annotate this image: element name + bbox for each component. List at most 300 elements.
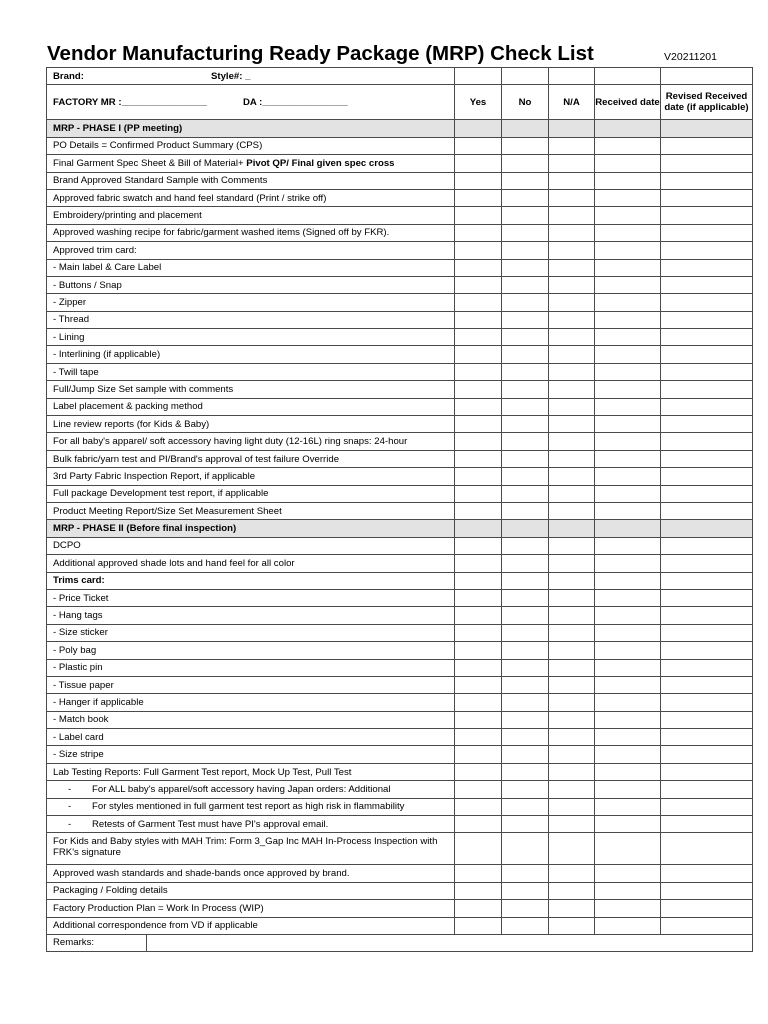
item-label: Approved trim card: [47,242,455,259]
received-date-field[interactable] [595,917,661,934]
check-yes[interactable] [455,450,502,467]
revised-date-field[interactable] [661,624,753,641]
check-yes[interactable] [455,155,502,172]
check-no[interactable] [502,398,549,415]
received-date-field[interactable] [595,189,661,206]
trim-row [47,276,753,293]
received-date-field[interactable] [595,502,661,519]
revised-date-field[interactable] [661,607,753,624]
revised-date-field[interactable] [661,433,753,450]
item-label: - Interlining (if applicable) [47,346,455,363]
trim-row [47,329,753,346]
received-date-field[interactable] [595,416,661,433]
check-yes[interactable] [455,659,502,676]
revised-date-field[interactable] [661,363,753,380]
revised-date-field[interactable] [661,450,753,467]
check-no[interactable] [502,346,549,363]
da-label: DA :________________ [243,96,348,108]
revised-date-field[interactable] [661,882,753,899]
check-yes[interactable] [455,329,502,346]
check-na[interactable] [549,259,595,276]
check-yes[interactable] [455,311,502,328]
check-na[interactable] [549,276,595,293]
trims-card-row [47,572,753,589]
received-date-field [595,120,661,137]
revised-date-field[interactable] [661,729,753,746]
item-text: For styles mentioned in full garment test report as high risk in flammability [92,801,405,813]
received-date-field[interactable] [595,642,661,659]
check-yes[interactable] [455,259,502,276]
revised-date-field[interactable] [661,224,753,241]
received-date-field[interactable] [595,833,661,865]
trim-row [47,346,753,363]
check-no[interactable] [502,763,549,780]
remarks-field[interactable] [147,935,752,951]
item-label [47,798,455,815]
check-no[interactable] [502,589,549,606]
check-na[interactable] [549,433,595,450]
check-na[interactable] [549,572,595,589]
received-date-field[interactable] [595,346,661,363]
check-yes[interactable] [455,207,502,224]
check-no[interactable] [502,468,549,485]
item-label: - Tissue paper [47,676,455,693]
received-date-field[interactable] [595,729,661,746]
checklist-row [47,865,753,882]
item-label: 3rd Party Fabric Inspection Report, if applicable [47,468,455,485]
check-yes[interactable] [455,694,502,711]
check-no[interactable] [502,833,549,865]
revised-date-field[interactable] [661,398,753,415]
revised-date-field[interactable] [661,589,753,606]
trim-row [47,659,753,676]
mah-row [47,833,753,865]
check-no[interactable] [502,276,549,293]
lab-item-row [47,816,753,833]
revised-date-field[interactable] [661,676,753,693]
check-no[interactable] [502,798,549,815]
remarks-row [47,934,753,951]
received-date-field[interactable] [595,781,661,798]
checklist-row [47,224,753,241]
received-date-field[interactable] [595,746,661,763]
received-date-field[interactable] [595,572,661,589]
check-no[interactable] [502,711,549,728]
check-yes[interactable] [455,572,502,589]
check-no[interactable] [502,363,549,380]
check-na[interactable] [549,398,595,415]
received-date-field[interactable] [595,798,661,815]
received-date-field[interactable] [595,259,661,276]
check-yes[interactable] [455,589,502,606]
check-yes[interactable] [455,711,502,728]
check-yes[interactable] [455,485,502,502]
check-na[interactable] [549,416,595,433]
item-label: - Zipper [47,294,455,311]
check-yes[interactable] [455,381,502,398]
check-yes[interactable] [455,833,502,865]
received-date-field[interactable] [595,329,661,346]
check-yes[interactable] [455,416,502,433]
received-date-field[interactable] [595,276,661,293]
check-no[interactable] [502,502,549,519]
check-yes[interactable] [455,189,502,206]
check-na[interactable] [549,781,595,798]
received-date-field[interactable] [595,398,661,415]
revised-date-field[interactable] [661,642,753,659]
check-yes[interactable] [455,798,502,815]
checklist-row [47,555,753,572]
received-date-field[interactable] [595,224,661,241]
revised-date-field[interactable] [661,572,753,589]
check-no[interactable] [502,781,549,798]
item-label: Label placement & packing method [47,398,455,415]
revised-date-field[interactable] [661,485,753,502]
item-label: Brand Approved Standard Sample with Comments [47,172,455,189]
revised-date-field[interactable] [661,189,753,206]
lab-testing-row [47,763,753,780]
revised-date-field[interactable] [661,781,753,798]
check-na[interactable] [549,816,595,833]
check-no[interactable] [502,624,549,641]
check-no [502,520,549,537]
brand-row [47,68,753,85]
document-header [47,42,720,66]
checklist-row [47,882,753,899]
trim-row [47,694,753,711]
check-no[interactable] [502,555,549,572]
check-no[interactable] [502,882,549,899]
check-no[interactable] [502,917,549,934]
check-no[interactable] [502,485,549,502]
check-na[interactable] [549,798,595,815]
item-label: Bulk fabric/yarn test and PI/Brand's approval of test failure Override [47,450,455,467]
check-no[interactable] [502,676,549,693]
check-no[interactable] [502,155,549,172]
check-no[interactable] [502,607,549,624]
check-no[interactable] [502,694,549,711]
check-na[interactable] [549,763,595,780]
check-na[interactable] [549,294,595,311]
check-na[interactable] [549,468,595,485]
check-no[interactable] [502,259,549,276]
check-na[interactable] [549,607,595,624]
check-na[interactable] [549,207,595,224]
check-yes[interactable] [455,624,502,641]
check-na[interactable] [549,329,595,346]
check-yes[interactable] [455,398,502,415]
received-date-field[interactable] [595,450,661,467]
check-na[interactable] [549,137,595,154]
check-yes[interactable] [455,607,502,624]
revised-date-field[interactable] [661,900,753,917]
item-label: Full package Development test report, if applicable [47,485,455,502]
check-no [502,120,549,137]
check-na[interactable] [549,242,595,259]
revised-date-field[interactable] [661,555,753,572]
check-yes[interactable] [455,276,502,293]
check-na[interactable] [549,189,595,206]
check-no[interactable] [502,450,549,467]
check-yes[interactable] [455,172,502,189]
check-no[interactable] [502,746,549,763]
item-label [47,816,455,833]
item-label: - Thread [47,311,455,328]
check-yes[interactable] [455,363,502,380]
check-na[interactable] [549,833,595,865]
item-label: Lab Testing Reports: Full Garment Test report, Mock Up Test, Pull Test [47,763,455,780]
checklist-row [47,485,753,502]
trim-row [47,676,753,693]
check-yes[interactable] [455,816,502,833]
check-no[interactable] [502,642,549,659]
check-no[interactable] [502,294,549,311]
check-na[interactable] [549,172,595,189]
check-yes[interactable] [455,729,502,746]
item-label: - Size sticker [47,624,455,641]
check-yes[interactable] [455,781,502,798]
checklist-row [47,468,753,485]
check-no[interactable] [502,207,549,224]
check-no[interactable] [502,224,549,241]
col-revised-header: Revised Received date (if applicable) [661,85,753,120]
received-date-field[interactable] [595,311,661,328]
item-label: - Hanger if applicable [47,694,455,711]
bullet-dash: - [68,783,72,795]
check-na[interactable] [549,450,595,467]
check-na[interactable] [549,746,595,763]
check-yes[interactable] [455,882,502,899]
revised-date-field[interactable] [661,155,753,172]
revised-date-field[interactable] [661,917,753,934]
factory-da-cell[interactable] [47,85,455,120]
check-yes[interactable] [455,900,502,917]
received-date-field[interactable] [595,363,661,380]
check-na[interactable] [549,900,595,917]
check-no[interactable] [502,311,549,328]
received-date-field[interactable] [595,137,661,154]
received-date-field[interactable] [595,555,661,572]
revised-date-field[interactable] [661,416,753,433]
received-date-field[interactable] [595,882,661,899]
checklist-row [47,416,753,433]
check-yes[interactable] [455,502,502,519]
check-no[interactable] [502,816,549,833]
check-yes[interactable] [455,537,502,554]
col-na-header: N/A [549,85,595,120]
check-yes[interactable] [455,224,502,241]
check-yes [455,120,502,137]
check-no[interactable] [502,572,549,589]
received-date-field[interactable] [595,900,661,917]
check-na[interactable] [549,917,595,934]
factory-mr-label: FACTORY MR :________________ [53,96,207,108]
revised-date-field[interactable] [661,537,753,554]
checklist-row [47,189,753,206]
check-no[interactable] [502,137,549,154]
received-date-field[interactable] [595,207,661,224]
check-na[interactable] [549,642,595,659]
check-no[interactable] [502,416,549,433]
trim-row [47,311,753,328]
item-text-bold: Pivot QP/ Final given spec cross [246,157,395,169]
check-na[interactable] [549,537,595,554]
check-no[interactable] [502,900,549,917]
check-na[interactable] [549,882,595,899]
check-na[interactable] [549,865,595,882]
check-no[interactable] [502,865,549,882]
item-label [47,155,455,172]
brand-style-cell[interactable] [47,68,455,85]
trim-row [47,607,753,624]
received-date-field[interactable] [595,172,661,189]
received-date-field[interactable] [595,676,661,693]
version-code: V20211201 [664,51,717,63]
check-na [549,520,595,537]
revised-date-field[interactable] [661,329,753,346]
check-no[interactable] [502,242,549,259]
check-na[interactable] [549,676,595,693]
revised-date-field[interactable] [661,276,753,293]
received-date-field[interactable] [595,485,661,502]
item-label: - Label card [47,729,455,746]
received-date-field[interactable] [595,711,661,728]
revised-date-field[interactable] [661,259,753,276]
checklist-row [47,155,753,172]
check-na[interactable] [549,555,595,572]
check-na[interactable] [549,659,595,676]
check-yes[interactable] [455,346,502,363]
revised-date-field[interactable] [661,294,753,311]
revised-date-field[interactable] [661,746,753,763]
checklist-row [47,917,753,934]
check-na[interactable] [549,346,595,363]
revised-date-field[interactable] [661,798,753,815]
check-yes[interactable] [455,242,502,259]
phase1-header-row [47,120,753,137]
received-date-field[interactable] [595,468,661,485]
received-date-field[interactable] [595,763,661,780]
check-na[interactable] [549,502,595,519]
check-na[interactable] [549,694,595,711]
checklist-row [47,502,753,519]
received-date-field[interactable] [595,155,661,172]
item-text: Retests of Garment Test must have PI's approval email. [92,818,329,830]
received-date-field[interactable] [595,294,661,311]
revised-date-field[interactable] [661,763,753,780]
item-label: Approved wash standards and shade-bands once approved by brand. [47,865,455,882]
item-label: - Match book [47,711,455,728]
check-yes[interactable] [455,676,502,693]
check-yes[interactable] [455,746,502,763]
revised-date-field[interactable] [661,816,753,833]
check-no[interactable] [502,433,549,450]
check-yes[interactable] [455,294,502,311]
revised-date-field[interactable] [661,502,753,519]
item-label: For all baby's apparel/ soft accessory having light duty (12-16L) ring snaps: 24-hour [47,433,455,450]
check-yes[interactable] [455,468,502,485]
check-yes[interactable] [455,917,502,934]
revised-date-field[interactable] [661,172,753,189]
check-na[interactable] [549,363,595,380]
check-no[interactable] [502,189,549,206]
check-yes[interactable] [455,137,502,154]
check-na[interactable] [549,224,595,241]
item-label: - Hang tags [47,607,455,624]
item-label: PO Details = Confirmed Product Summary (CPS) [47,137,455,154]
check-na[interactable] [549,485,595,502]
received-date-field[interactable] [595,433,661,450]
check-no[interactable] [502,659,549,676]
check-yes[interactable] [455,763,502,780]
phase2-header-row [47,520,753,537]
check-no[interactable] [502,729,549,746]
revised-date-field[interactable] [661,137,753,154]
check-yes[interactable] [455,865,502,882]
check-na[interactable] [549,381,595,398]
received-date-field[interactable] [595,694,661,711]
received-date-field[interactable] [595,589,661,606]
revised-date-field[interactable] [661,865,753,882]
check-na[interactable] [549,155,595,172]
revised-date-field[interactable] [661,711,753,728]
section-title: MRP - PHASE II (Before final inspection) [47,520,455,537]
trim-row [47,711,753,728]
revised-date-field[interactable] [661,833,753,865]
received-date-field[interactable] [595,381,661,398]
trim-row [47,729,753,746]
received-date-field[interactable] [595,865,661,882]
revised-date-field[interactable] [661,659,753,676]
check-no[interactable] [502,537,549,554]
item-label: DCPO [47,537,455,554]
received-date-field[interactable] [595,624,661,641]
received-date-field[interactable] [595,816,661,833]
item-label [47,781,455,798]
check-yes[interactable] [455,642,502,659]
check-na[interactable] [549,311,595,328]
check-no[interactable] [502,329,549,346]
check-no[interactable] [502,381,549,398]
received-date-field[interactable] [595,242,661,259]
check-na[interactable] [549,589,595,606]
item-label: Product Meeting Report/Size Set Measurement Sheet [47,502,455,519]
check-yes[interactable] [455,433,502,450]
check-na[interactable] [549,729,595,746]
item-label: Additional approved shade lots and hand feel for all color [47,555,455,572]
revised-date-field[interactable] [661,207,753,224]
brand-label: Brand: [53,70,84,82]
trim-row [47,259,753,276]
revised-date-field[interactable] [661,468,753,485]
check-no[interactable] [502,172,549,189]
trim-row [47,624,753,641]
col-no-header: No [502,85,549,120]
received-date-field[interactable] [595,607,661,624]
revised-date-field[interactable] [661,694,753,711]
check-na[interactable] [549,711,595,728]
revised-date-field[interactable] [661,346,753,363]
revised-date-field[interactable] [661,242,753,259]
received-date-field[interactable] [595,659,661,676]
check-yes[interactable] [455,555,502,572]
revised-date-field[interactable] [661,311,753,328]
remarks-cell[interactable] [47,934,753,951]
check-na[interactable] [549,624,595,641]
revised-date-field[interactable] [661,381,753,398]
received-date-field[interactable] [595,537,661,554]
section-title: MRP - PHASE I (PP meeting) [47,120,455,137]
